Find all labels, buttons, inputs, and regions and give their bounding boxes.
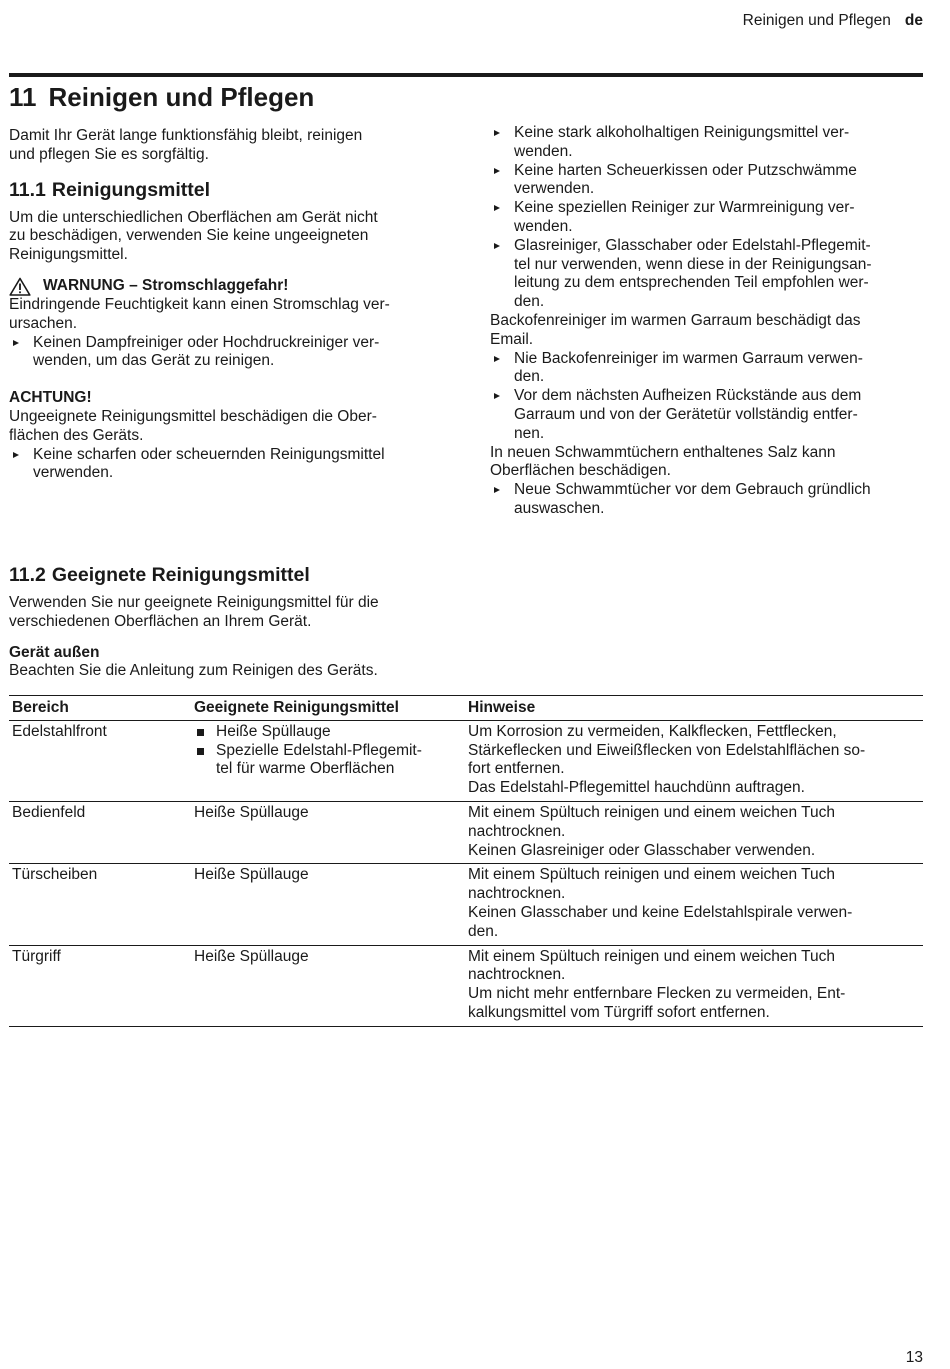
table-header-row (9, 696, 923, 721)
list-item: Keine harten Scheuerkissen oder Putzschwämme verwenden. (490, 162, 922, 200)
warning-text: Eindringende Feuchtigkeit kann einen Stromschlag ver- ursachen. (9, 295, 390, 332)
header-rule (9, 73, 923, 77)
section-11-2-intro: Verwenden Sie nur geeignete Reinigungsmittel für die verschiedenen Oberflächen an Ihrem Gerät. (9, 594, 379, 630)
cell-notes: Mit einem Spültuch reinigen und einem weichen Tuch nachtrocknen. Keinen Glasschaber und keine Edelstahlspirale verwen- den. (465, 864, 923, 945)
cell-area: Edelstahlfront (9, 720, 191, 801)
notice-steps-2 (490, 350, 922, 444)
cell-area: Türscheiben (9, 864, 191, 945)
column-header-area: Bereich (9, 696, 191, 721)
list-item: Keine scharfen oder scheuernden Reinigungsmittel verwenden. (9, 446, 441, 484)
page-number: 13 (905, 1349, 923, 1366)
section-11-2 (9, 562, 449, 681)
list-item: Keinen Dampfreiniger oder Hochdruckreiniger ver- wenden, um das Gerät zu reinigen. (9, 334, 441, 372)
notice-text-2: Backofenreiniger im warmen Garraum beschädigt das Email. (490, 311, 861, 348)
list-item: Vor dem nächsten Aufheizen Rückstände aus dem Garraum und von der Gerätetür vollständig entfer- nen. (490, 387, 922, 443)
cleaning-agents-table (9, 695, 923, 1027)
table-row (9, 945, 923, 1026)
list-item: Nie Backofenreiniger im warmen Garraum verwen- den. (490, 350, 922, 388)
table-row (9, 720, 923, 801)
cell-agents (191, 720, 465, 801)
notice-steps-left (9, 446, 441, 484)
language-code: de (904, 12, 923, 29)
notice-text-3: In neuen Schwammtüchern enthaltenes Salz kann Oberflächen beschädigen. (490, 443, 836, 480)
chapter-title (9, 80, 314, 114)
section-heading-11-2: 11.2 Geeignete Reinigungsmittel (9, 564, 310, 586)
warning-title: WARNUNG – Stromschlaggefahr! (43, 277, 289, 295)
section-heading-11-1: 11.1 Reinigungsmittel (9, 178, 211, 201)
cell-area: Bedienfeld (9, 801, 191, 863)
warning-heading (9, 277, 441, 296)
table-row (9, 864, 923, 945)
cell-area: Türgriff (9, 945, 191, 1026)
warning-triangle-icon (9, 277, 31, 296)
column-header-agents: Geeignete Reinigungsmittel (191, 696, 465, 721)
list-item: Heiße Spüllauge (194, 723, 462, 742)
notice-steps-3 (490, 481, 922, 519)
cell-notes: Um Korrosion zu vermeiden, Kalkflecken, Fettflecken, Stärkeflecken und Eiweißflecken von Edelstahlflächen so- fort entfernen. Das Edelstahl-Pflegemittel hauchdünn auftragen. (465, 720, 923, 801)
notice-title: ACHTUNG! (9, 389, 92, 407)
chapter-title-text: Reinigen und Pflegen (48, 82, 315, 112)
cell-agents: Heiße Spüllauge (191, 945, 465, 1026)
list-item: Keine speziellen Reiniger zur Warmreinigung ver- wenden. (490, 199, 922, 237)
list-item: Neue Schwammtücher vor dem Gebrauch gründlich auswaschen. (490, 481, 922, 519)
list-item: Keine stark alkoholhaltigen Reinigungsmittel ver- wenden. (490, 124, 922, 162)
cell-notes: Mit einem Spültuch reinigen und einem weichen Tuch nachtrocknen. Keinen Glasreiniger oder Glasschaber verwenden. (465, 801, 923, 863)
list-item: Spezielle Edelstahl-Pflegemit- tel für warme Oberflächen (194, 742, 462, 780)
cell-notes: Mit einem Spültuch reinigen und einem weichen Tuch nachtrocknen. Um nicht mehr entfernbare Flecken zu vermeiden, Ent- kalkungsmittel vom Türgriff sofort entfernen. (465, 945, 923, 1026)
notice-steps-right (490, 124, 922, 312)
table-row (9, 801, 923, 863)
running-header (743, 12, 923, 31)
right-column (490, 124, 922, 519)
chapter-number: 11 (9, 82, 37, 112)
left-column (9, 127, 441, 483)
warning-steps (9, 334, 441, 372)
section-11-1-intro: Um die unterschiedlichen Oberflächen am Gerät nicht zu beschädigen, verwenden Sie keine ungeeigneten Reinigungsmittel. (9, 208, 378, 264)
running-header-title: Reinigen und Pflegen (742, 12, 891, 29)
subheading-text: Beachten Sie die Anleitung zum Reinigen des Geräts. (9, 662, 378, 680)
subheading-geraet-aussen: Gerät außen (9, 643, 100, 661)
chapter-intro: Damit Ihr Gerät lange funktionsfähig bleibt, reinigen und pflegen Sie es sorgfältig. (9, 127, 363, 163)
list-item: Glasreiniger, Glasschaber oder Edelstahl-Pflegemit- tel nur verwenden, wenn diese in der Reinigungsan- leitung zu dem entsprechenden Teil empfohlen wer- den. (490, 237, 922, 312)
cell-agents: Heiße Spüllauge (191, 864, 465, 945)
notice-text: Ungeeignete Reinigungsmittel beschädigen die Ober- flächen des Geräts. (9, 407, 377, 444)
column-header-notes: Hinweise (465, 696, 923, 721)
cell-agents: Heiße Spüllauge (191, 801, 465, 863)
